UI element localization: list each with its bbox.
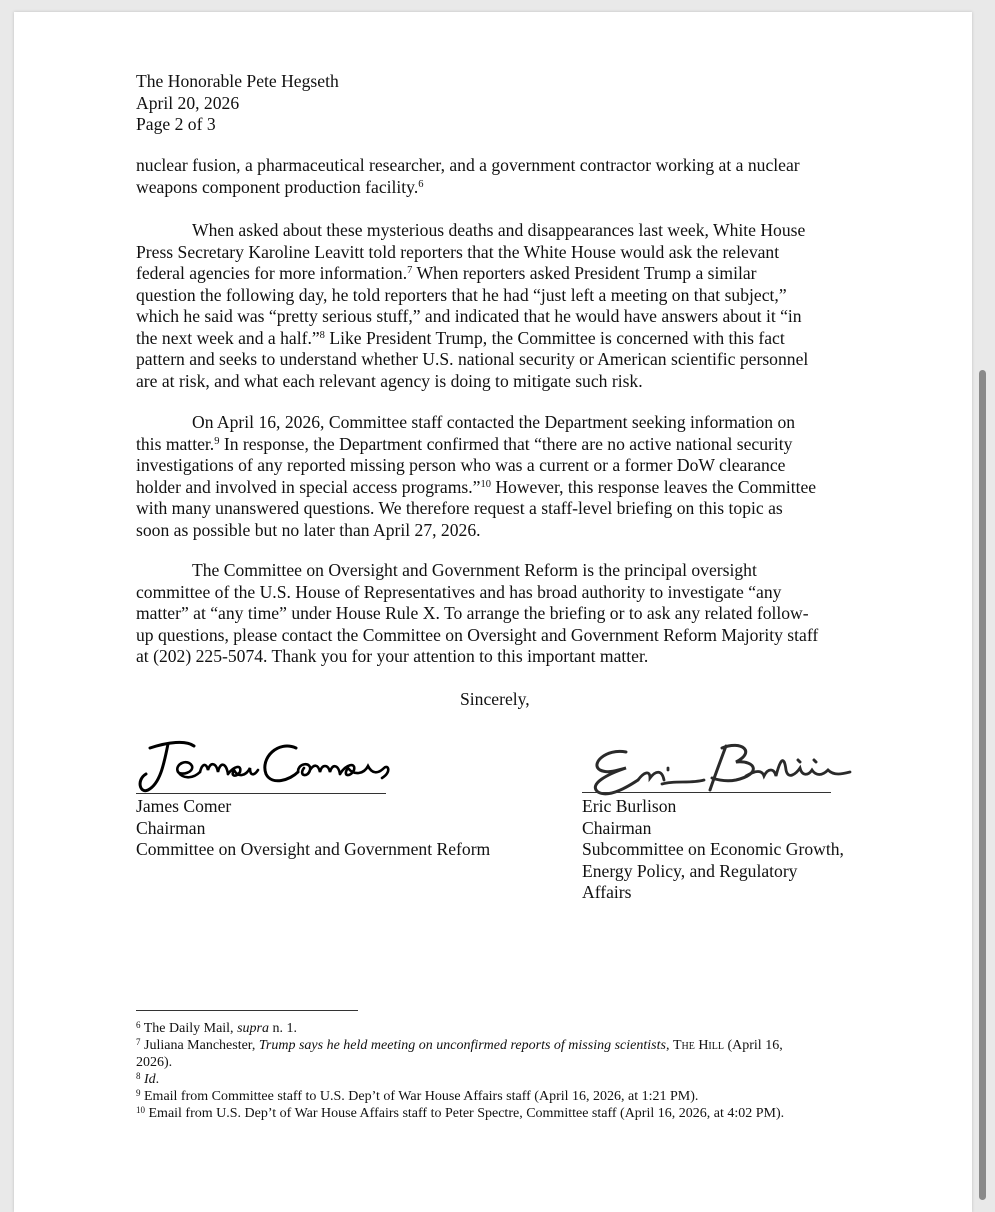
scrollbar-thumb[interactable] [979, 370, 986, 1200]
footnote-ref[interactable]: 10 [480, 478, 491, 490]
footnote-ref[interactable]: 9 [214, 435, 220, 447]
footnote-ref[interactable]: 8 [319, 329, 325, 341]
footnote-8: $^8$ Id. [136, 1071, 160, 1087]
text-line: soon as possible but no later than April 27, 2026. [136, 519, 481, 540]
text-line: Press Secretary Karoline Leavitt told reporters that the White House would ask the relevant [136, 241, 780, 262]
text-line: pattern and seeks to understand whether U.S. national security or American scientific personnel [136, 349, 809, 369]
paragraph-4 [136, 560, 818, 668]
letter-header [136, 71, 339, 136]
footnote-ref[interactable]: 7 [407, 265, 413, 276]
footnote-10: $^{10}$ Email from U.S. Dep’t of War House Affairs staff to Peter Spectre, Committee staff (April 16, 2026, at 4:02 PM). [136, 1105, 785, 1121]
footnote-9: $^9$ Email from Committee staff to U.S. Dep’t of War House Affairs staff (April 16, 2026, at 1:21 PM). [136, 1088, 699, 1104]
footnote-ref[interactable]: 6 [418, 178, 424, 190]
text-line: On April 16, 2026, Committee staff contacted the Department seeking information on [192, 412, 796, 432]
letter-date: April 20, 2026 [136, 92, 240, 113]
footnote-6: $^6$ The Daily Mail, supra n. 1. [136, 1020, 297, 1036]
text-line: weapons component production facility.$^6$ [136, 176, 424, 197]
page-number: Page 2 of 3 [136, 114, 216, 134]
text-line: The Committee on Oversight and Government Reform is the principal oversight [192, 560, 757, 580]
signature-image-burlison [586, 740, 856, 800]
text-line: which he said was “pretty serious stuff,” and indicated that he would have answers about it “in [136, 306, 802, 326]
signer-org: Energy Policy, and Regulatory [582, 860, 798, 881]
signer-left [136, 796, 490, 861]
text-line: at (202) 225-5074. Thank you for your attention to this important matter. [136, 646, 649, 666]
text-line: holder and involved in special access programs.”$^{10}$ However, this response leaves the Committee [136, 476, 817, 497]
signer-org: Affairs [582, 882, 632, 902]
text-line: this matter.$^9$ In response, the Department confirmed that “there are no active national security [136, 433, 793, 454]
footnote-7-continued: 2026). [136, 1055, 173, 1070]
text-line: question the following day, he told reporters that he had “just left a meeting on that subject,” [136, 284, 787, 305]
text-line: up questions, please contact the Committee on Oversight and Government Reform Majority staff [136, 624, 819, 645]
paragraph-3 [136, 412, 816, 541]
closing: Sincerely, [460, 689, 530, 709]
recipient: The Honorable Pete Hegseth [136, 71, 339, 91]
signer-org: Subcommittee on Economic Growth, [582, 839, 844, 859]
signer-right [582, 796, 844, 904]
paragraph-2 [136, 220, 808, 392]
text-line: matter” at “any time” under House Rule X. To arrange the briefing or to ask any related follow- [136, 603, 809, 623]
text-line: When asked about these mysterious deaths and disappearances last week, White House [192, 220, 806, 240]
signer-org: Committee on Oversight and Government Reform [136, 839, 491, 859]
paragraph-1 [136, 155, 800, 198]
signature-line-right [582, 792, 831, 793]
footnotes [136, 1020, 784, 1122]
footnote-7: $^7$ Juliana Manchester, Trump says he held meeting on unconfirmed reports of missing scientists, The Hill (April 16, [136, 1037, 783, 1053]
text-line: are at risk, and what each relevant agency is doing to mitigate such risk. [136, 370, 643, 391]
text-line: committee of the U.S. House of Representatives and has broad authority to investigate “any [136, 581, 782, 602]
text-line: nuclear fusion, a pharmaceutical researcher, and a government contractor working at a nuclear [136, 155, 800, 175]
signer-name: James Comer [136, 796, 232, 816]
text-line: investigations of any reported missing person who was a current or a former DoW clearance [136, 455, 786, 475]
text-line: with many unanswered questions. We therefore request a staff-level briefing on this topic as [136, 498, 783, 518]
signer-title: Chairman [136, 817, 206, 838]
signature-image-comer [138, 728, 398, 798]
text-line: federal agencies for more information.$^7$ When reporters asked President Trump a similar [136, 263, 757, 283]
footnote-separator [136, 1010, 358, 1011]
signer-name: Eric Burlison [582, 796, 677, 816]
signature-line-left [136, 793, 386, 794]
text-line: the next week and a half.”$^8$ Like President Trump, the Committee is concerned with this fact [136, 327, 785, 348]
signer-title: Chairman [582, 817, 652, 838]
